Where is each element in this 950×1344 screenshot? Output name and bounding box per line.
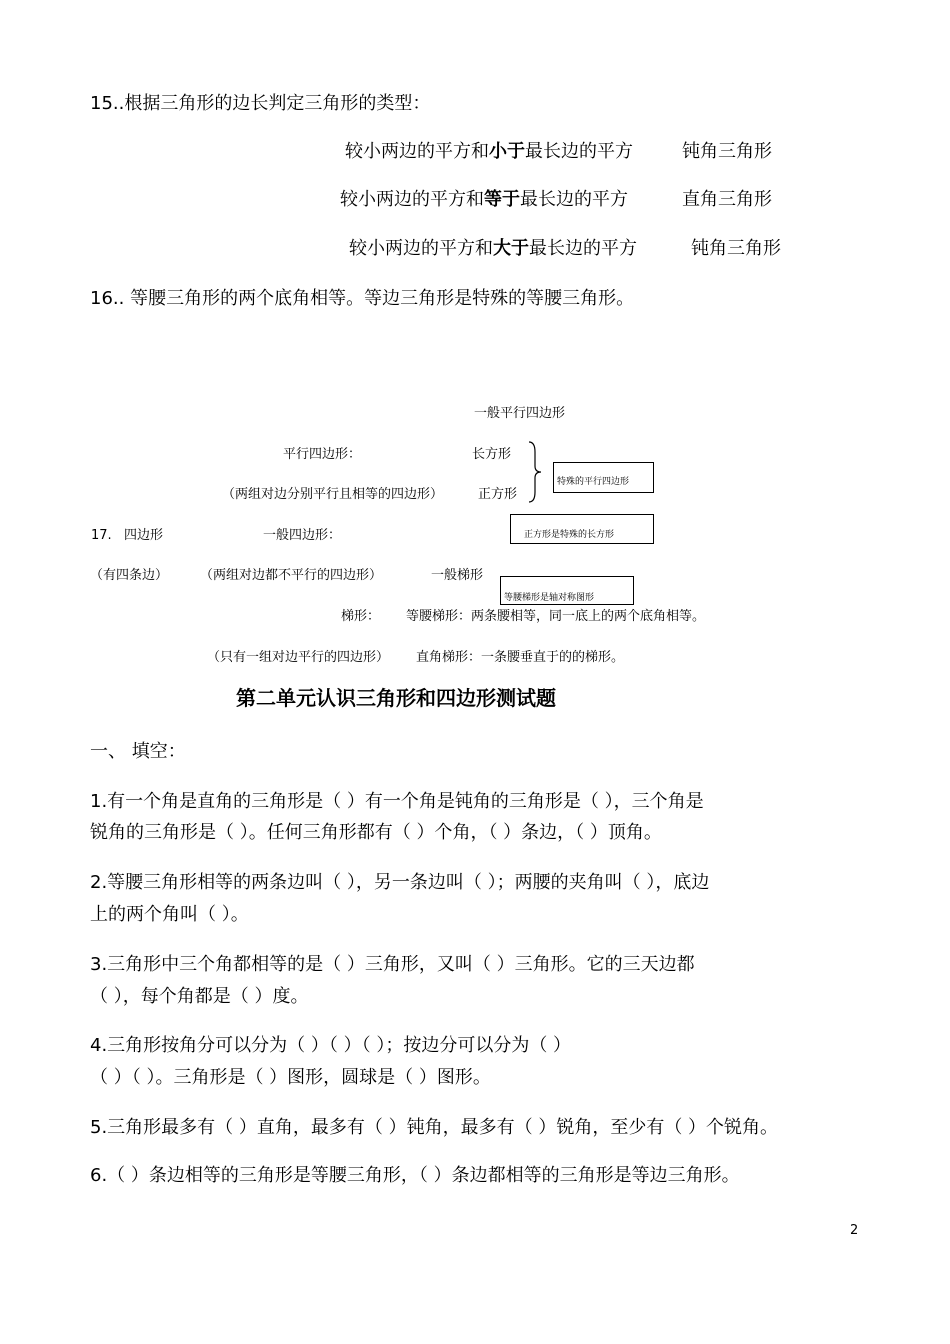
right-trapezoid-label: 直角梯形：一条腰垂直于的的梯形。 [416,650,625,665]
row-1-post: 最长边的平方 [525,141,633,162]
item-15-row-2-type: 直角三角形 [682,189,772,210]
row-3-post: 最长边的平方 [529,238,637,259]
general-quadrilateral-label: 一般四边形： [263,528,342,543]
test-title: 第二单元认识三角形和四边形测试题 [236,686,556,710]
trapezoid-definition: （只有一组对边平行的四边形） [207,650,390,665]
item-17-number: 17. [91,528,112,543]
parallelogram-label: 平行四边形： [283,447,362,462]
brace-icon [525,440,545,504]
row-3-pre: 较小两边的平方和 [349,238,493,259]
special-parallelogram-box [553,462,654,493]
question-4-line-2: （ ）（ ）。三角形是（ ）图形，圆球是（ ）图形。 [90,1067,491,1088]
row-2-post: 最长边的平方 [520,189,628,210]
square-note: 正方形是特殊的长方形 [524,530,615,540]
page-number: 2 [850,1223,859,1238]
row-2-key: 等于 [484,189,520,210]
special-parallelogram-note: 特殊的平行四边形 [557,477,630,487]
parallelogram-definition: （两组对边分别平行且相等的四边形） [222,487,444,502]
isosceles-trapezoid-note: 等腰梯形是轴对称图形 [504,593,595,603]
isosceles-trapezoid-label: 等腰梯形：两条腰相等，同一底上的两个底角相等。 [406,609,706,624]
trapezoid-label: 梯形： [341,609,381,624]
square-label: 正方形 [478,487,518,502]
square-note-box [510,514,654,544]
general-parallelogram-label: 一般平行四边形 [474,406,566,421]
item-15-text: 15..根据三角形的边长判定三角形的类型： [90,93,431,114]
item-15-row-3-type: 钝角三角形 [691,238,781,259]
question-1-line-1: 1.有一个角是直角的三角形是（ ）有一个角是钝角的三角形是（ ），三个角是 [90,791,704,812]
quadrilateral-definition: （有四条边） [90,568,169,583]
question-5: 5.三角形最多有（ ）直角，最多有（ ）钝角，最多有（ ）锐角，至少有（ ）个锐角。 [90,1117,779,1138]
question-2-line-2: 上的两个角叫（ ）。 [90,904,249,925]
question-2-line-1: 2.等腰三角形相等的两条边叫（ ），另一条边叫（ ）；两腰的夹角叫（ ），底边 [90,872,710,893]
question-4-line-1: 4.三角形按角分可以分为（ ）（ ）（ ）；按边分可以分为（ ） [90,1035,572,1056]
question-3-line-2: （ ），每个角都是（ ）度。 [90,986,309,1007]
general-quadrilateral-definition: （两组对边都不平行的四边形） [200,568,383,583]
quadrilateral-label: 四边形 [124,528,164,543]
item-15-row-1 [345,140,633,164]
row-1-pre: 较小两边的平方和 [345,141,489,162]
isosceles-trapezoid-note-box [500,576,634,605]
question-6: 6.（ ）条边相等的三角形是等腰三角形，（ ）条边都相等的三角形是等边三角形。 [90,1165,740,1186]
row-3-key: 大于 [493,238,529,259]
rectangle-label: 长方形 [472,447,512,462]
question-1-line-2: 锐角的三角形是（ ）。任何三角形都有（ ）个角，（ ）条边，（ ）顶角。 [90,822,662,843]
item-15-row-3 [349,237,637,261]
general-trapezoid-label: 一般梯形 [431,568,484,583]
item-15-row-1-type: 钝角三角形 [682,141,772,162]
row-2-pre: 较小两边的平方和 [340,189,484,210]
section-1-heading: 一、 填空： [90,741,186,762]
question-3-line-1: 3.三角形中三个角都相等的是（ ）三角形，又叫（ ）三角形。它的三天边都 [90,954,695,975]
item-16-text: 16.. 等腰三角形的两个底角相等。等边三角形是特殊的等腰三角形。 [90,288,635,309]
row-1-key: 小于 [489,141,525,162]
item-15-row-2 [340,188,628,212]
